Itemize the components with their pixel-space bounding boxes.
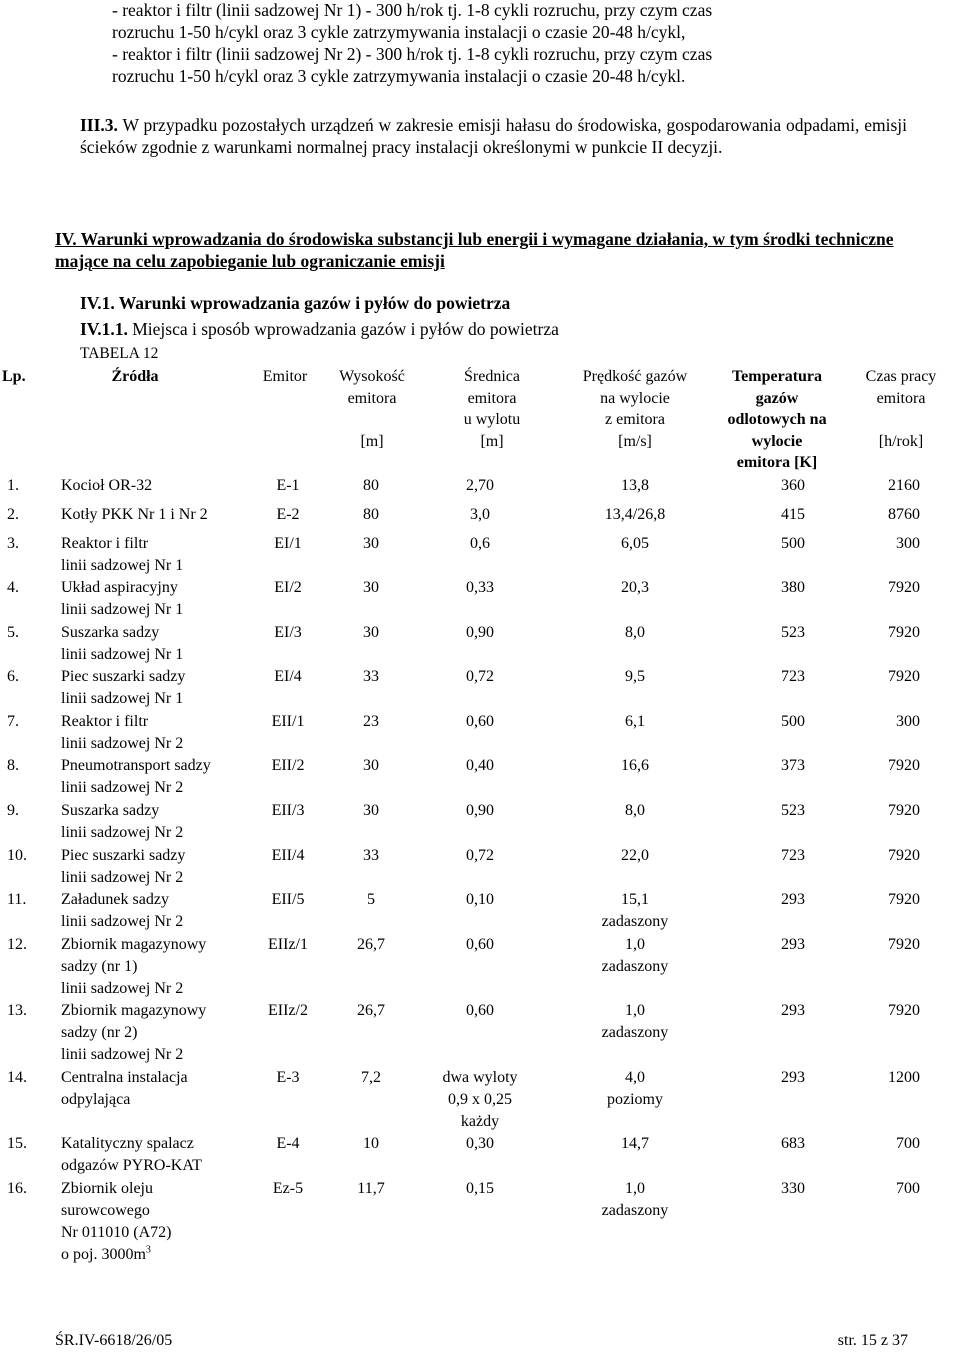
header-zrodla: Źródła	[111, 368, 159, 385]
cell-srednica: 0,6	[470, 535, 490, 552]
cell-lp: 3.	[7, 535, 19, 552]
cell-emitor: EII/1	[271, 713, 305, 730]
cell-zrodlo: Układ aspiracyjny linii sadzowej Nr 1	[61, 579, 184, 618]
cell-predkosc: 8,0	[625, 624, 645, 641]
cell-zrodlo: Kotły PKK Nr 1 i Nr 2	[61, 506, 208, 523]
section-iv-1-1	[80, 318, 559, 340]
cell-zrodlo: Suszarka sadzy linii sadzowej Nr 2	[61, 802, 184, 841]
cell-predkosc: 14,7	[621, 1135, 649, 1152]
cell-temp: 380	[781, 579, 805, 596]
cell-srednica: 0,40	[466, 757, 494, 774]
cell-wysokosc: 11,7	[357, 1180, 385, 1197]
cell-zrodlo: Piec suszarki sadzy linii sadzowej Nr 1	[61, 668, 186, 707]
cell-lp: 11.	[7, 891, 27, 908]
cell-emitor: E-1	[276, 477, 300, 494]
cell-zrodlo: Zbiornik oleju surowcowego Nr 011010 (A72) o poj. $3000m^3$	[61, 1180, 172, 1263]
cell-predkosc: 22,0	[621, 847, 649, 864]
cell-emitor: EII/2	[271, 757, 305, 774]
cell-zrodlo: Zbiornik magazynowy sadzy (nr 2) linii sadzowej Nr 2	[61, 1002, 207, 1063]
cell-zrodlo: Załadunek sadzy linii sadzowej Nr 2	[61, 891, 184, 930]
cell-wysokosc: 5	[367, 891, 375, 908]
cell-czas: 1200	[888, 1069, 920, 1086]
cell-srednica: 0,90	[466, 802, 494, 819]
cell-lp: 14.	[7, 1069, 27, 1086]
cell-temp: 330	[781, 1180, 805, 1197]
intro-line-2: rozruchu 1-50 h/cykl oraz 3 cykle zatrzymywania instalacji o czasie 20-48 h/cykl,	[112, 22, 686, 42]
cell-temp: 723	[781, 668, 805, 685]
cell-wysokosc: 23	[363, 713, 379, 730]
cell-lp: 5.	[7, 624, 19, 641]
cell-wysokosc: 26,7	[357, 936, 385, 953]
cell-emitor: EII/4	[271, 847, 305, 864]
cell-srednica: 0,15	[466, 1180, 494, 1197]
cell-predkosc: 4,0 poziomy	[607, 1069, 663, 1108]
cell-czas: 300	[896, 713, 920, 730]
cell-wysokosc: 10	[363, 1135, 379, 1152]
cell-lp: 10.	[7, 847, 27, 864]
cell-srednica: 3,0	[470, 506, 490, 523]
cell-emitor: EIIz/1	[268, 936, 308, 953]
cell-temp: 500	[781, 713, 805, 730]
cell-czas: 8760	[888, 506, 920, 523]
header-lp: Lp.	[2, 368, 26, 385]
table-label: TABELA 12	[80, 345, 159, 362]
cell-predkosc: 15,1 zadaszony	[601, 891, 669, 930]
cell-temp: 293	[781, 936, 805, 953]
cell-czas: 700	[896, 1180, 920, 1197]
cell-czas: 300	[896, 535, 920, 552]
cell-srednica: 0,60	[466, 713, 494, 730]
section-iv-1-1-number: IV.1.1.	[80, 319, 128, 339]
cell-lp: 4.	[7, 579, 19, 596]
cell-srednica: 0,72	[466, 668, 494, 685]
cell-lp: 2.	[7, 506, 19, 523]
cell-srednica: 0,30	[466, 1135, 494, 1152]
cell-czas: 7920	[888, 802, 920, 819]
cell-predkosc: 8,0	[625, 802, 645, 819]
cell-lp: 13.	[7, 1002, 27, 1019]
cell-czas: 2160	[888, 477, 920, 494]
cell-wysokosc: 30	[363, 802, 379, 819]
cell-zrodlo: Reaktor i filtr linii sadzowej Nr 1	[61, 535, 184, 574]
cell-temp: 683	[781, 1135, 805, 1152]
cell-lp: 6.	[7, 668, 19, 685]
cell-srednica: 2,70	[466, 477, 494, 494]
cell-czas: 7920	[888, 847, 920, 864]
cell-lp: 9.	[7, 802, 19, 819]
cell-zrodlo: Reaktor i filtr linii sadzowej Nr 2	[61, 713, 184, 752]
cell-wysokosc: 80	[363, 506, 379, 523]
section-iii-3-number: III.3.	[80, 115, 118, 135]
cell-czas: 7920	[888, 757, 920, 774]
cell-lp: 15.	[7, 1135, 27, 1152]
cell-temp: 293	[781, 891, 805, 908]
cell-wysokosc: 26,7	[357, 1002, 385, 1019]
cell-wysokosc: 30	[363, 579, 379, 596]
cell-emitor: EI/4	[274, 668, 302, 685]
cell-srednica: 0,60	[466, 1002, 494, 1019]
cell-predkosc: 13,4/26,8	[604, 506, 666, 523]
cell-temp: 293	[781, 1002, 805, 1019]
cell-temp: 360	[781, 477, 805, 494]
section-iv-1-1-title: Miejsca i sposób wprowadzania gazów i pyłów do powietrza	[132, 319, 559, 339]
cell-wysokosc: 7,2	[361, 1069, 381, 1086]
header-temperatura: Temperatura gazów odlotowych na wylocie emitora [K]	[727, 368, 827, 471]
cell-emitor: EII/5	[271, 891, 305, 908]
cell-zrodlo: Zbiornik magazynowy sadzy (nr 1) linii sadzowej Nr 2	[61, 936, 207, 997]
cell-lp: 1.	[7, 477, 19, 494]
cell-zrodlo: Centralna instalacja odpylająca	[61, 1069, 188, 1108]
section-iv-1-title: IV.1. Warunki wprowadzania gazów i pyłów do powietrza	[80, 293, 511, 313]
cell-temp: 500	[781, 535, 805, 552]
cell-emitor: E-3	[276, 1069, 300, 1086]
cell-czas: 7920	[888, 579, 920, 596]
section-iii-3-text: W przypadku pozostałych urządzeń w zakresie emisji hałasu do środowiska, gospodarowania odpadami, emisji ścieków zgodnie z warunkami normalnej pracy instalacji określonymi w punkcie II decyzji.	[80, 115, 907, 157]
intro-line-4: rozruchu 1-50 h/cykl oraz 3 cykle zatrzymywania instalacji o czasie 20-48 h/cykl.	[112, 66, 686, 86]
cell-temp: 523	[781, 802, 805, 819]
cell-predkosc: 6,1	[625, 713, 645, 730]
cell-czas: 7920	[888, 891, 920, 908]
intro-line-3: - reaktor i filtr (linii sadzowej Nr 2) - 300 h/rok tj. 1-8 cykli rozruchu, przy czym czas	[112, 44, 713, 64]
cell-emitor: EI/3	[274, 624, 302, 641]
cell-zrodlo: Katalityczny spalacz odgazów PYRO-KAT	[61, 1135, 202, 1174]
cell-srednica: 0,33	[466, 579, 494, 596]
footer-page-number: str. 15 z 37	[837, 1332, 908, 1349]
cell-wysokosc: 30	[363, 624, 379, 641]
intro-paragraph	[112, 0, 912, 87]
cell-lp: 12.	[7, 936, 27, 953]
footer-reference: ŚR.IV-6618/26/05	[55, 1332, 173, 1349]
header-wysokosc: Wysokość emitora [m]	[339, 368, 405, 450]
cell-zrodlo: Pneumotransport sadzy linii sadzowej Nr 2	[61, 757, 211, 796]
cell-czas: 7920	[888, 1002, 920, 1019]
cell-predkosc: 1,0 zadaszony	[601, 1180, 669, 1219]
header-predkosc: Prędkość gazów na wylocie z emitora [m/s]	[582, 368, 688, 450]
cell-wysokosc: 33	[363, 847, 379, 864]
cell-predkosc: 6,05	[621, 535, 649, 552]
header-emitor: Emitor	[262, 368, 308, 385]
header-czas: Czas pracy emitora [h/rok]	[865, 368, 937, 450]
cell-temp: 523	[781, 624, 805, 641]
cell-wysokosc: 80	[363, 477, 379, 494]
cell-temp: 723	[781, 847, 805, 864]
cell-zrodlo: Kocioł OR-32	[61, 477, 153, 494]
cell-czas: 7920	[888, 936, 920, 953]
cell-czas: 7920	[888, 624, 920, 641]
cell-zrodlo: Suszarka sadzy linii sadzowej Nr 1	[61, 624, 184, 663]
cell-srednica: 0,10	[466, 891, 494, 908]
cell-predkosc: 20,3	[621, 579, 649, 596]
cell-czas: 700	[896, 1135, 920, 1152]
cell-predkosc: 16,6	[621, 757, 649, 774]
cell-lp: 8.	[7, 757, 19, 774]
cell-wysokosc: 30	[363, 535, 379, 552]
cell-lp: 16.	[7, 1180, 27, 1197]
cell-emitor: E-2	[276, 506, 300, 523]
cell-emitor: EII/3	[271, 802, 305, 819]
cell-srednica: dwa wyloty 0,9 x 0,25 każdy	[442, 1069, 518, 1130]
intro-line-1: - reaktor i filtr (linii sadzowej Nr 1) - 300 h/rok tj. 1-8 cykli rozruchu, przy czym czas	[112, 0, 713, 20]
cell-srednica: 0,60	[466, 936, 494, 953]
section-iv-title: IV. Warunki wprowadzania do środowiska substancji lub energii i wymagane działania, w tym środki techniczne mające na celu zapobieganie lub ograniczanie emisji	[55, 229, 894, 271]
cell-predkosc: 9,5	[625, 668, 645, 685]
section-iii-3	[80, 114, 907, 158]
cell-zrodlo: Piec suszarki sadzy linii sadzowej Nr 2	[61, 847, 186, 886]
cell-predkosc: 13,8	[621, 477, 649, 494]
cell-lp: 7.	[7, 713, 19, 730]
cell-emitor: E-4	[276, 1135, 300, 1152]
cell-czas: 7920	[888, 668, 920, 685]
cell-srednica: 0,72	[466, 847, 494, 864]
cell-srednica: 0,90	[466, 624, 494, 641]
cell-emitor: EI/1	[274, 535, 302, 552]
cell-temp: 293	[781, 1069, 805, 1086]
cell-emitor: EIIz/2	[268, 1002, 308, 1019]
cell-temp: 373	[781, 757, 805, 774]
cell-wysokosc: 33	[363, 668, 379, 685]
header-srednica: Średnica emitora u wylotu [m]	[463, 368, 521, 450]
cell-predkosc: 1,0 zadaszony	[601, 1002, 669, 1041]
cell-wysokosc: 30	[363, 757, 379, 774]
cell-emitor: EI/2	[274, 579, 302, 596]
cell-temp: 415	[781, 506, 805, 523]
cell-emitor: Ez-5	[272, 1180, 304, 1197]
cell-predkosc: 1,0 zadaszony	[601, 936, 669, 975]
